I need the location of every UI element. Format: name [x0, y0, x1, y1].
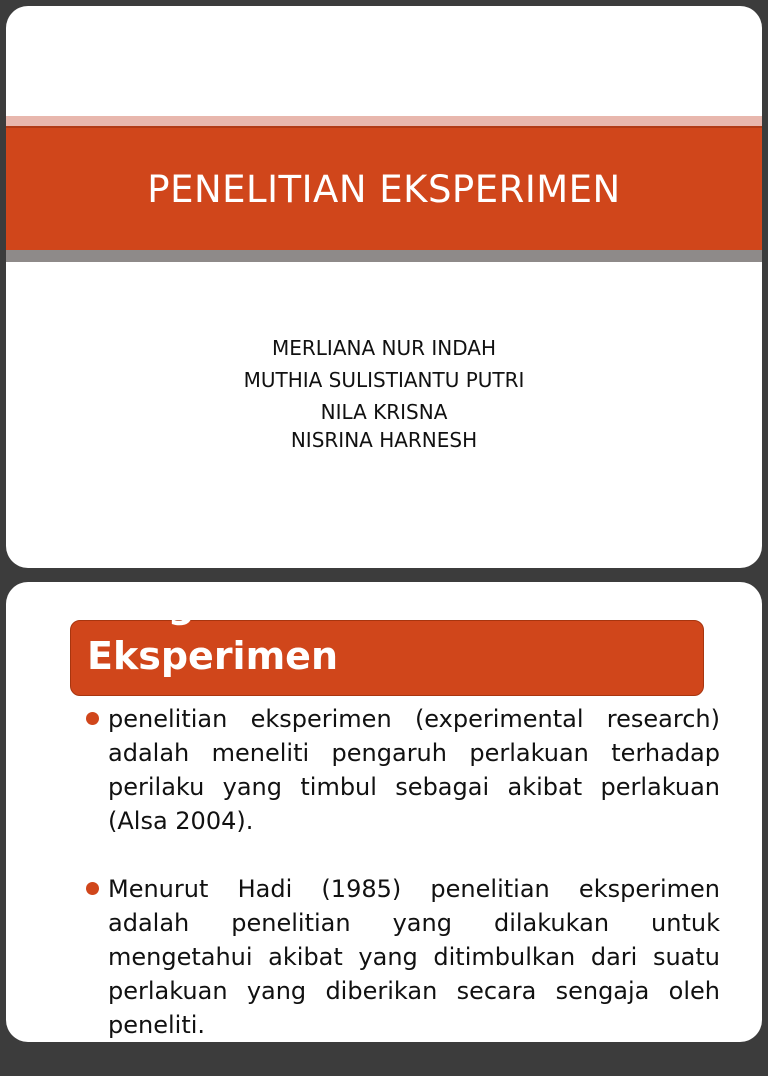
author-name: MUTHIA SULISTIANTU PUTRI — [243, 368, 525, 392]
bullet-dot-icon — [86, 882, 99, 895]
bullet-text: Menurut Hadi (1985) penelitian eksperimen adalah penelitian yang dilakukan untuk mengetahui akibat yang ditimbulkan dari suatu perlakuan yang diberikan secara sengaja oleh peneliti. — [108, 875, 720, 1039]
slide-title: Eksperimen — [87, 634, 339, 678]
bullet-item — [86, 702, 720, 838]
title-shadow-stripe — [6, 250, 762, 262]
bullet-item — [86, 872, 720, 1042]
author-list — [6, 332, 762, 456]
author-name: MERLIANA NUR INDAH — [272, 336, 496, 360]
title-band — [6, 126, 762, 250]
slide-title-box — [70, 582, 704, 696]
title-accent-stripe — [6, 116, 762, 126]
bullet-dot-icon — [86, 712, 99, 725]
bullet-text: penelitian eksperimen (experimental research) adalah meneliti pengaruh perlakuan terhadap perilaku yang timbul sebagai akibat perlakuan (Alsa 2004). — [108, 705, 720, 835]
slide-title-overflow-line: Pengertian — [87, 582, 324, 626]
slide-1[interactable] — [6, 6, 762, 568]
slide-title: PENELITIAN EKSPERIMEN — [147, 167, 621, 211]
author-name: NISRINA HARNESH — [290, 428, 478, 452]
author-name: NILA KRISNA — [320, 400, 448, 424]
bullet-list — [86, 702, 720, 1076]
slide-2[interactable] — [6, 582, 762, 1042]
